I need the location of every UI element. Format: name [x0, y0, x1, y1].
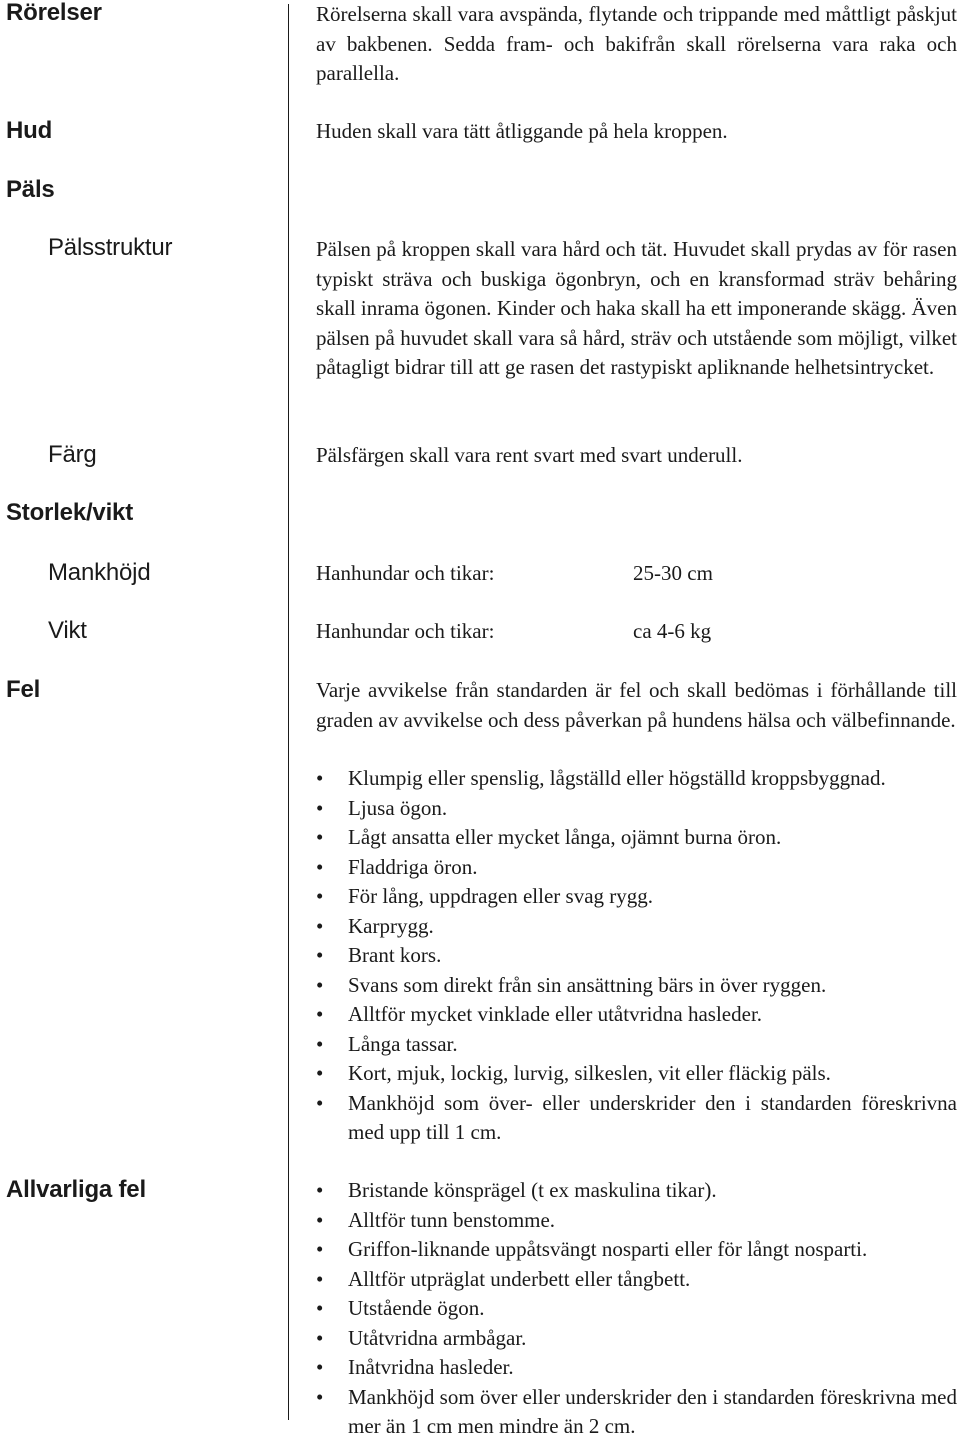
list-item: • Utåtvridna armbågar.	[316, 1324, 957, 1354]
text-farg	[316, 441, 957, 471]
text-rorelser	[316, 0, 957, 89]
list-item: • Svans som direkt från sin ansättning bärs in över ryggen.	[316, 971, 957, 1001]
list-item: • Alltför mycket vinklade eller utåtvridna hasleder.	[316, 1000, 957, 1030]
paragraph-farg: Pälsfärgen skall vara rent svart med svart underull.	[316, 443, 743, 467]
list-item: • Fladdriga öron.	[316, 853, 957, 883]
list-item: • Lågt ansatta eller mycket långa, ojämnt burna öron.	[316, 823, 957, 853]
subheading-vikt: Vikt	[48, 617, 87, 644]
list-item: • Långa tassar.	[316, 1030, 957, 1060]
list-item: • För lång, uppdragen eller svag rygg.	[316, 882, 957, 912]
paragraph-fel-intro: Varje avvikelse från standarden är fel och skall bedömas i förhållande till graden av avvikelse och dess påverkan på hundens hälsa och välbefinnande.	[316, 678, 957, 732]
list-item: • Mankhöjd som över eller underskrider den i standarden föreskrivna med mer än 1 cm men mindre än 2 cm.	[316, 1383, 957, 1442]
mankhojd-value: 25-30 cm	[633, 561, 713, 585]
mankhojd-who: Hanhundar och tikar:	[316, 561, 495, 585]
list-item: • Karprygg.	[316, 912, 957, 942]
heading-fel: Fel	[6, 676, 41, 703]
vikt-who: Hanhundar och tikar:	[316, 619, 495, 643]
subheading-palsstruktur: Pälsstruktur	[48, 234, 173, 261]
list-fel	[316, 764, 957, 1148]
text-fel-intro	[316, 676, 957, 735]
list-item: • Mankhöjd som över- eller underskrider den i standarden föreskrivna med upp till 1 cm.	[316, 1089, 957, 1148]
heading-hud: Hud	[6, 117, 53, 144]
list-allvarliga-fel	[316, 1176, 957, 1442]
list-item: • Brant kors.	[316, 941, 957, 971]
heading-storlek-vikt: Storlek/vikt	[6, 499, 133, 526]
list-item: • Inåtvridna hasleder.	[316, 1353, 957, 1383]
text-hud	[316, 117, 957, 147]
list-item: • Bristande könsprägel (t ex maskulina tikar).	[316, 1176, 957, 1206]
text-palsstruktur	[316, 235, 957, 383]
paragraph-rorelser: Rörelserna skall vara avspända, flytande och trippande med måttligt påskjut av bakbenen. Sedda fram- och bakifrån skall rörelserna vara raka och parallella.	[316, 2, 957, 85]
list-item: • Ljusa ögon.	[316, 794, 957, 824]
column-divider	[288, 4, 289, 1420]
list-item: • Kort, mjuk, lockig, lurvig, silkeslen, vit eller fläckig päls.	[316, 1059, 957, 1089]
vikt-value: ca 4-6 kg	[633, 619, 712, 643]
heading-pals: Päls	[6, 176, 55, 203]
paragraph-palsstruktur: Pälsen på kroppen skall vara hård och tät. Huvudet skall prydas av för rasen typiskt sträva och buskiga ögonbryn, och en kransformad sträv behåring skall inrama ögonen. Kinder och haka skall ha ett imponerande skägg. Även pälsen på huvudet skall vara så hård, sträv och utstående som möjligt, vilket påtagligt bidrar till att ge rasen det rastypiskt apliknande helhetsintrycket.	[316, 237, 957, 379]
subheading-farg: Färg	[48, 441, 97, 468]
list-item: • Utstående ögon.	[316, 1294, 957, 1324]
list-item: • Klumpig eller spenslig, lågställd eller högställd kroppsbyggnad.	[316, 764, 957, 794]
heading-allvarliga-fel: Allvarliga fel	[6, 1176, 146, 1203]
list-item: • Alltför tunn benstomme.	[316, 1206, 957, 1236]
list-item: • Alltför utpräglat underbett eller tångbett.	[316, 1265, 957, 1295]
heading-rorelser: Rörelser	[6, 0, 102, 26]
paragraph-hud: Huden skall vara tätt åtliggande på hela kroppen.	[316, 119, 728, 143]
subheading-mankhojd: Mankhöjd	[48, 559, 151, 586]
list-item: • Griffon-liknande uppåtsvängt nosparti eller för långt nosparti.	[316, 1235, 957, 1265]
